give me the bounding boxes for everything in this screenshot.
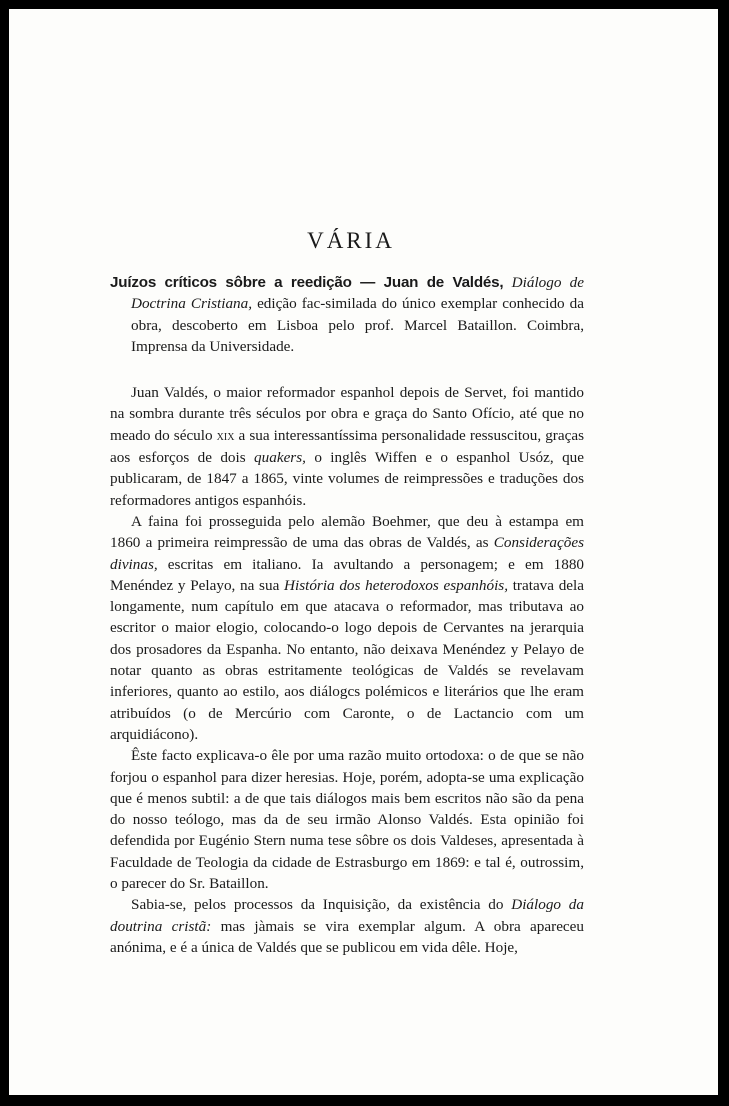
paragraph-2 — [110, 511, 584, 745]
text-run: a sua interessantíssima personalidade ressuscitou, graças aos esforços de dois — [110, 426, 584, 467]
text-run: o inglês Wiffen e o espanhol Usóz, que publicaram, de 1847 a 1865, vinte volumes de reimpressões e traduções dos reformadores antigos espanhóis. — [110, 449, 584, 509]
century-numeral: xix — [216, 428, 235, 444]
reference-details: edição fac-similada do único exemplar conhecido da obra, descoberto em Lisboa pelo prof. Marcel Bataillon. Coimbra, Imprensa da Universidade. — [131, 295, 584, 355]
article-body — [110, 382, 584, 958]
section-heading: VÁRIA — [307, 228, 395, 253]
text-run: Sabia-se, pelos processos da Inquisição, da existência do — [131, 896, 504, 914]
document-page — [110, 228, 584, 958]
text-run: tratava dela longamente, num capítulo em que atacava o reformador, mas tributava ao escritor o maior elogio, colocando-o logo depois de Cervantes na jerarquia dos prosadores da Espanha. No entanto, não deixava Menéndez y Pelayo de notar quanto as obras estritamente teológicas de Valdés se revelavam inferiores, quanto ao estilo, aos diálogcs polémicos e literários que lhe eram atribuídos (o de Mercúrio com Caronte, o de Lactancio com um arquidiácono). — [110, 576, 584, 743]
italic-term: quakers, — [254, 449, 306, 467]
italic-title: História dos heterodoxos espanhóis, — [284, 576, 509, 594]
text-run: mas jàmais se vira exemplar algum. A obra apareceu anónima, e é a única de Valdés que se publicou em vida dêle. Hoje, — [110, 917, 585, 956]
paragraph-3: Êste facto explicava-o êle por uma razão muito ortodoxa: o de que se não forjou o espanhol para dizer heresias. Hoje, porém, adopta-se uma explicação que é menos subtil: a de que tais diálogos mais bem escritos não são da pena do nosso teólogo, mas da de seu irmão Alonso Valdés. Esta opinião foi defendida por Eugénio Stern numa tese sôbre os dois Valdeses, apresentada à Faculdade de Teologia da cidade de Estrasburgo em 1869: e tal é, outrossim, o parecer do Sr. Bataillon. — [110, 747, 584, 893]
paragraph-1 — [110, 382, 584, 511]
reference-work-title: Diálogo de Doctrina Cristiana, — [131, 274, 584, 313]
text-run: escritas em italiano. Ia avultando a personagem; e em 1880 Menéndez y Pelayo, na sua — [110, 555, 585, 594]
bibliographic-reference — [110, 272, 584, 357]
reference-bold-title: Juízos críticos sôbre a reedição — Juan de Valdés, — [110, 274, 504, 291]
text-run: A faina foi prosseguida pelo alemão Boehmer, que deu à estampa em 1860 a primeira reimpressão de uma das obras de Valdés, as — [110, 512, 584, 552]
italic-title: Considerações divinas, — [110, 534, 585, 573]
text-run: Juan Valdés, o maior reformador espanhol depois de Servet, foi mantido na sombra durante três séculos por obra e graça do Santo Ofício, até que no meado do século — [110, 384, 584, 444]
italic-title: Diálogo da doutrina cristã: — [110, 896, 584, 935]
paragraph-4 — [110, 894, 584, 958]
